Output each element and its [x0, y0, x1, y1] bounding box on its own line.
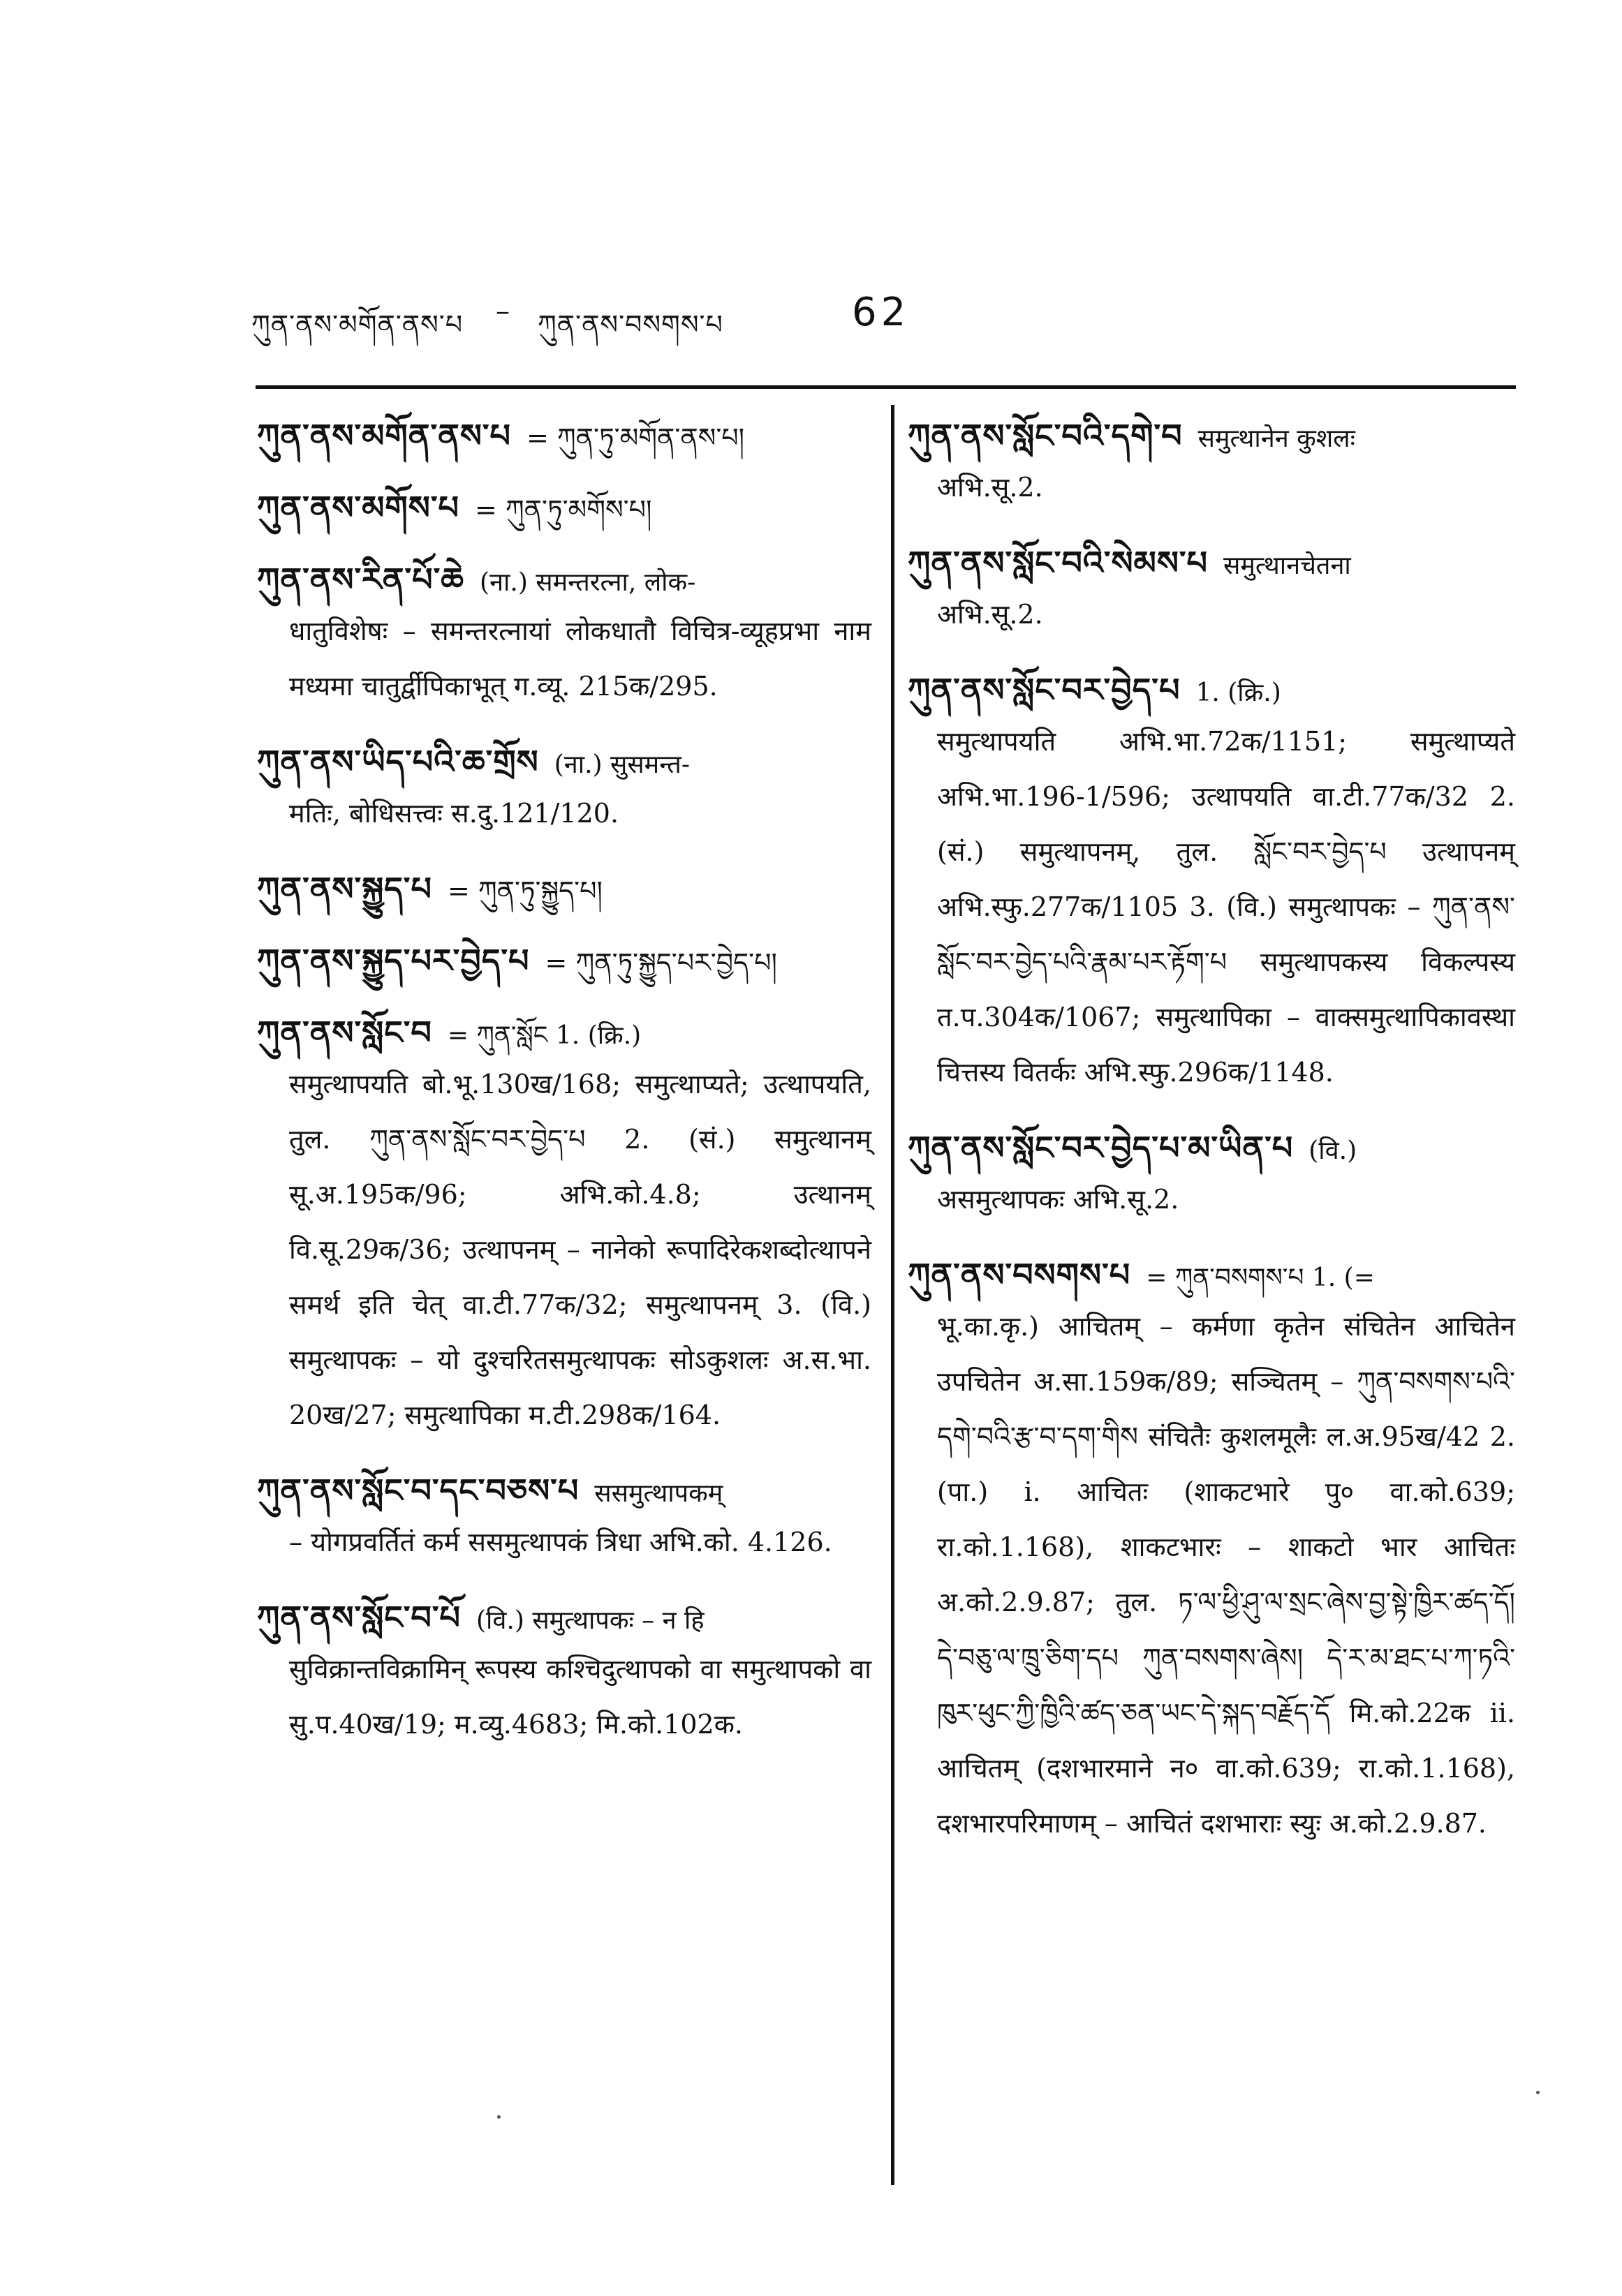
entry-headword: ཀུན་ནས་སློང་བའི་སེམས་པ	[908, 544, 1209, 582]
dictionary-entry	[257, 1009, 871, 1443]
entry-reference: (ना.) समन्तरत्ना, लोक-	[480, 568, 696, 597]
dictionary-entry	[257, 1594, 871, 1752]
dictionary-entry	[257, 865, 871, 913]
running-head-last-word: ཀུན་ནས་བསགས་པ	[538, 309, 723, 340]
running-head-first-word: ཀུན་ནས་མགོན་ནས་པ	[251, 309, 464, 340]
entry-body: असमुत्थापकः अभि.सू.2.	[937, 1184, 1179, 1215]
left-column	[257, 412, 871, 1776]
entry-body: अभि.सू.2.	[937, 472, 1043, 503]
entry-reference: ससमुत्थापकम्	[594, 1479, 723, 1509]
dictionary-entry	[257, 556, 871, 714]
running-head	[251, 290, 1494, 346]
entry-reference: (वि.) समुत्थापकः – न हि	[476, 1606, 705, 1636]
header-rule	[256, 385, 1516, 389]
entry-headword: ཀུན་ནས་ཡིད་པའི་ཆ་གྲོས	[257, 743, 539, 781]
entry-reference: = ཀུན་ཏུ་སྐྱུད་པར་བྱེད་པ།	[545, 947, 777, 979]
scan-speck	[497, 2115, 501, 2119]
page-number: 62	[852, 290, 910, 335]
entry-headword: ཀུན་ནས་མགོན་ནས་པ	[257, 417, 512, 454]
entry-reference: (ना.) सुसमन्त-	[554, 750, 690, 780]
entry-headword: ཀུན་ནས་བསགས་པ	[908, 1256, 1131, 1294]
entry-headword: ཀུན་ནས་རིན་པོ་ཆེ	[257, 561, 465, 598]
right-column	[908, 412, 1515, 1875]
entry-headword: ཀུན་ནས་མགོས་པ	[257, 489, 459, 526]
dictionary-entry	[257, 937, 871, 985]
entry-body: सुविक्रान्तविक्रामिन् रूपस्य कश्चिदुत्थापको वा समुत्थापको वा सु.प.40ख/19; म.व्यु.4683; मि.को.102क.	[289, 1654, 871, 1740]
entry-body: अभि.सू.2.	[937, 599, 1043, 630]
scan-speck	[1536, 2091, 1540, 2094]
entry-headword: ཀུན་ནས་སློང་བ	[257, 1014, 432, 1052]
column-divider	[891, 405, 894, 2185]
dictionary-entry	[908, 539, 1515, 642]
entry-body: भू.का.कृ.) आचितम् – कर्मणा कृतेन संचितेन आचितेन उपचितेन अ.सा.159क/89; सञ्चितम् – ཀུན་བསགས་པའི་དགེ་བའི་རྩ་བ་དག་གིས संचितैः कुशलमूलैः ल.अ.95ख/42 2. (पा.) i. आचितः (शाकटभारे पु० वा.को.639; रा.को.1.168), शाकटभारः – शाकटो भार आचितः अ.को.2.9.87; तुल. ཏ་ལ་ཕྱི་ཤུ་ལ་སྲང་ཞེས་བྱ་སྟེ་ཁྱིར་ཚད་དོ། དེ་བཅུ་ལ་ཁྲུ་ཅིག་དཔ ཀུན་བསགས་ཞེས། དེ་ར་མ་ཐང་པ་ཀ་ཏའི་ཁུར་ཕུང་ཀྱི་ཁྱིའི་ཚད་ཅན་ཡང་དེ་སྐད་བརྗོད་དོ मि.को.22क ii. आचितम् (दशभारमाने न० वा.को.639; रा.को.1.168), दशभारपरिमाणम् – आचितं दशभाराः स्युः अ.को.2.9.87.	[937, 1311, 1515, 1839]
entry-headword: ཀུན་ནས་སྐྱུད་པ	[257, 870, 432, 908]
entry-headword: ཀུན་ནས་སློང་བར་བྱེད་པ	[908, 671, 1181, 709]
entry-headword: ཀུན་ནས་སྐྱུད་པར་བྱེད་པ	[257, 942, 530, 980]
entry-reference: 1. (क्रि.)	[1195, 679, 1281, 708]
running-head-dash: –	[496, 295, 510, 327]
entry-body: मतिः, बोधिसत्त्वः स.दु.121/120.	[289, 798, 619, 829]
entry-body: समुत्थापयति बो.भू.130ख/168; समुत्थाप्यते; उत्थापयति, तुल. ཀུན་ནས་སློང་བར་བྱེད་པ 2. (सं.) समुत्थानम् सू.अ.195क/96; अभि.को.4.8; उत्थानम् वि.सू.29क/36; उत्थापनम् – नानेको रूपादिरेकशब्दोत्थापने समर्थ इति चेत् वा.टी.77क/32; समुत्थापनम् 3. (वि.) समुत्थापकः – यो दुश्चरितसमुत्थापकः सोऽकुशलः अ.स.भा. 20ख/27; समुत्थापिका म.टी.298क/164.	[289, 1069, 871, 1431]
dictionary-entry	[908, 1124, 1515, 1227]
entry-reference: समुत्थानेन कुशलः	[1197, 424, 1355, 453]
entry-headword: ཀུན་ནས་སློང་བ་པོ	[257, 1599, 462, 1637]
entry-reference: = ཀུན་ཏུ་མགོན་ནས་པ།	[526, 422, 745, 453]
entry-body: – योगप्रवर्तितं कर्म ससमुत्थापकं त्रिधा अभि.को. 4.126.	[289, 1527, 832, 1558]
dictionary-entry	[257, 412, 871, 460]
dictionary-entry	[257, 1467, 871, 1570]
entry-reference: = ཀུན་བསགས་པ 1. (=	[1146, 1264, 1375, 1293]
dictionary-entry	[257, 738, 871, 841]
entry-reference: = ཀུན་ཏུ་སྐྱུད་པ།	[447, 875, 603, 907]
entry-headword: ཀུན་ནས་སློང་བར་བྱེད་པ་མ་ཡིན་པ	[908, 1129, 1294, 1167]
entry-reference: समुत्थानचेतना	[1223, 551, 1351, 581]
entry-body: धातुविशेषः – समन्तरत्नायां लोकधातौ विचित्र-व्यूहप्रभा नाम मध्यमा चातुर्द्वीपिकाभूत् ग.व्यू. 215क/295.	[289, 616, 871, 702]
entry-headword: ཀུན་ནས་སློང་བའི་དགེ་བ	[908, 417, 1183, 454]
dictionary-entry	[908, 1251, 1515, 1851]
dictionary-entry	[908, 666, 1515, 1100]
entry-reference: = ཀུན་ཏུ་མགོས་པ།	[475, 494, 652, 525]
entry-reference: = ཀུན་སློང 1. (क्रि.)	[447, 1021, 642, 1051]
entry-body: समुत्थापयति अभि.भा.72क/1151; समुत्थाप्यते अभि.भा.196-1/596; उत्थापयति वा.टी.77क/32 2. (सं.) समुत्थापनम्, तुल. སློང་བར་བྱེད་པ उत्थापनम् अभि.स्फु.277क/1105 3. (वि.) समुत्थापकः – ཀུན་ནས་སློང་བར་བྱེད་པའི་རྣམ་པར་རྟོག་པ समुत्थापकस्य विकल्पस्य त.प.304क/1067; समुत्थापिका – वाक्समुत्थापिकावस्था चित्तस्य वितर्कः अभि.स्फु.296क/1148.	[937, 726, 1515, 1088]
dictionary-entry	[257, 484, 871, 532]
dictionary-entry	[908, 412, 1515, 515]
entry-headword: ཀུན་ནས་སློང་བ་དང་བཅས་པ	[257, 1472, 580, 1510]
entry-reference: (वि.)	[1308, 1136, 1357, 1166]
